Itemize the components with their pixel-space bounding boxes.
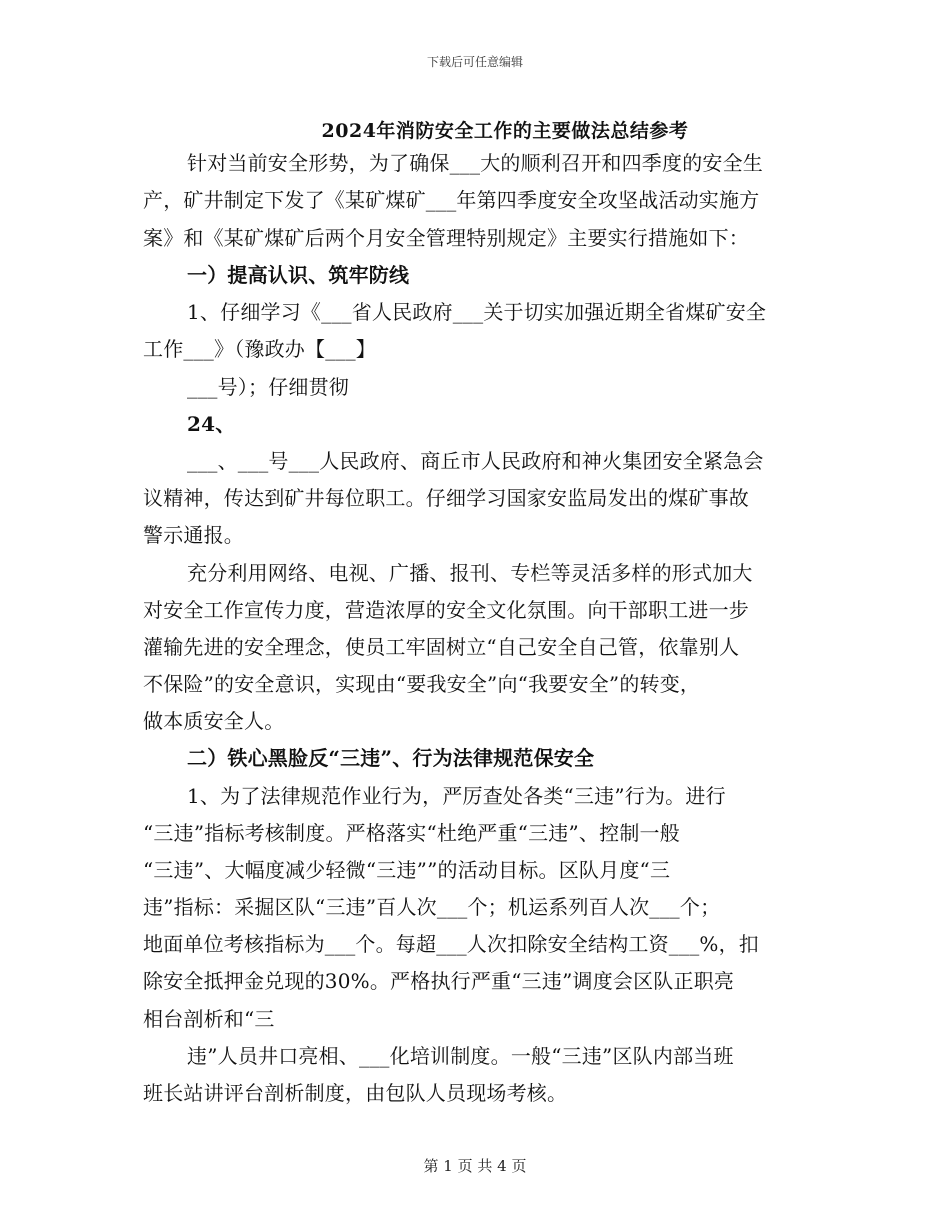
header-note: 下载后可任意编辑 [426, 55, 523, 69]
paragraph-line: 24、 [187, 412, 236, 436]
paragraph-line: 对安全工作宣传力度，营造浓厚的安全文化氛围。向干部职工进一步 [143, 598, 749, 622]
paragraph-line: 做本质安全人。 [143, 709, 285, 733]
paragraph-line: 充分利用网络、电视、广播、报刊、专栏等灵活多样的形式加大 [187, 561, 753, 585]
paragraph-line: 地面单位考核指标为___个。每超___人次扣除安全结构工资___%，扣 [143, 932, 760, 956]
paragraph-line: 除安全抵押金兑现的30%。严格执行严重“三违”调度会区队正职亮 [143, 969, 735, 993]
paragraph-line: 违”指标：采掘区队“三违”百人次___个；机运系列百人次___个； [143, 895, 721, 919]
paragraph-line: 违”人员井口亮相、___化培训制度。一般“三违”区队内部当班 [187, 1044, 734, 1068]
paragraph-line: 产，矿井制定下发了《某矿煤矿___年第四季度安全攻坚战活动实施方 [143, 188, 760, 212]
paragraph-line: “三违”、大幅度减少轻微“三违””的活动目标。区队月度“三 [143, 858, 671, 882]
paragraph-line: 灌输先进的安全理念，使员工牢固树立“自己安全自己管，依靠别人 [143, 635, 740, 659]
paragraph-line: 案》和《某矿煤矿后两个月安全管理特别规定》主要实行措施如下： [143, 226, 749, 250]
paragraph-line: ___、___号___人民政府、商丘市人民政府和神火集团安全紧急会 [187, 449, 764, 473]
paragraph-line: 不保险”的安全意识，实现由“要我安全”向“我要安全”的转变， [143, 672, 701, 696]
document-title: 2024年消防安全工作的主要做法总结参考 [321, 120, 689, 142]
paragraph-line: “三违”指标考核制度。严格落实“杜绝严重“三违”、控制一般 [143, 821, 680, 845]
paragraph-line: 班长站讲评台剖析制度，由包队人员现场考核。 [143, 1081, 568, 1105]
paragraph-line: 1、仔细学习《___省人民政府___关于切实加强近期全省煤矿安全 [187, 300, 767, 324]
paragraph-line: 议精神，传达到矿井每位职工。仔细学习国家安监局发出的煤矿事故 [143, 486, 749, 510]
paragraph-line: 相台剖析和“三 [143, 1007, 275, 1031]
page-number: 第 1 页 共 4 页 [423, 1157, 527, 1175]
paragraph-line: 工作___》（豫政办【___】 [143, 337, 376, 361]
section-heading: 一）提高认识、筑牢防线 [187, 263, 410, 287]
paragraph-line: 针对当前安全形势，为了确保___大的顺利召开和四季度的安全生 [187, 151, 763, 175]
paragraph-line: 警示通报。 [143, 523, 244, 547]
paragraph-line: ___号）；仔细贯彻 [187, 375, 349, 399]
paragraph-line: 1、为了法律规范作业行为，严厉查处各类“三违”行为。进行 [187, 784, 726, 808]
section-heading: 二）铁心黑脸反“三违”、行为法律规范保安全 [187, 746, 595, 770]
